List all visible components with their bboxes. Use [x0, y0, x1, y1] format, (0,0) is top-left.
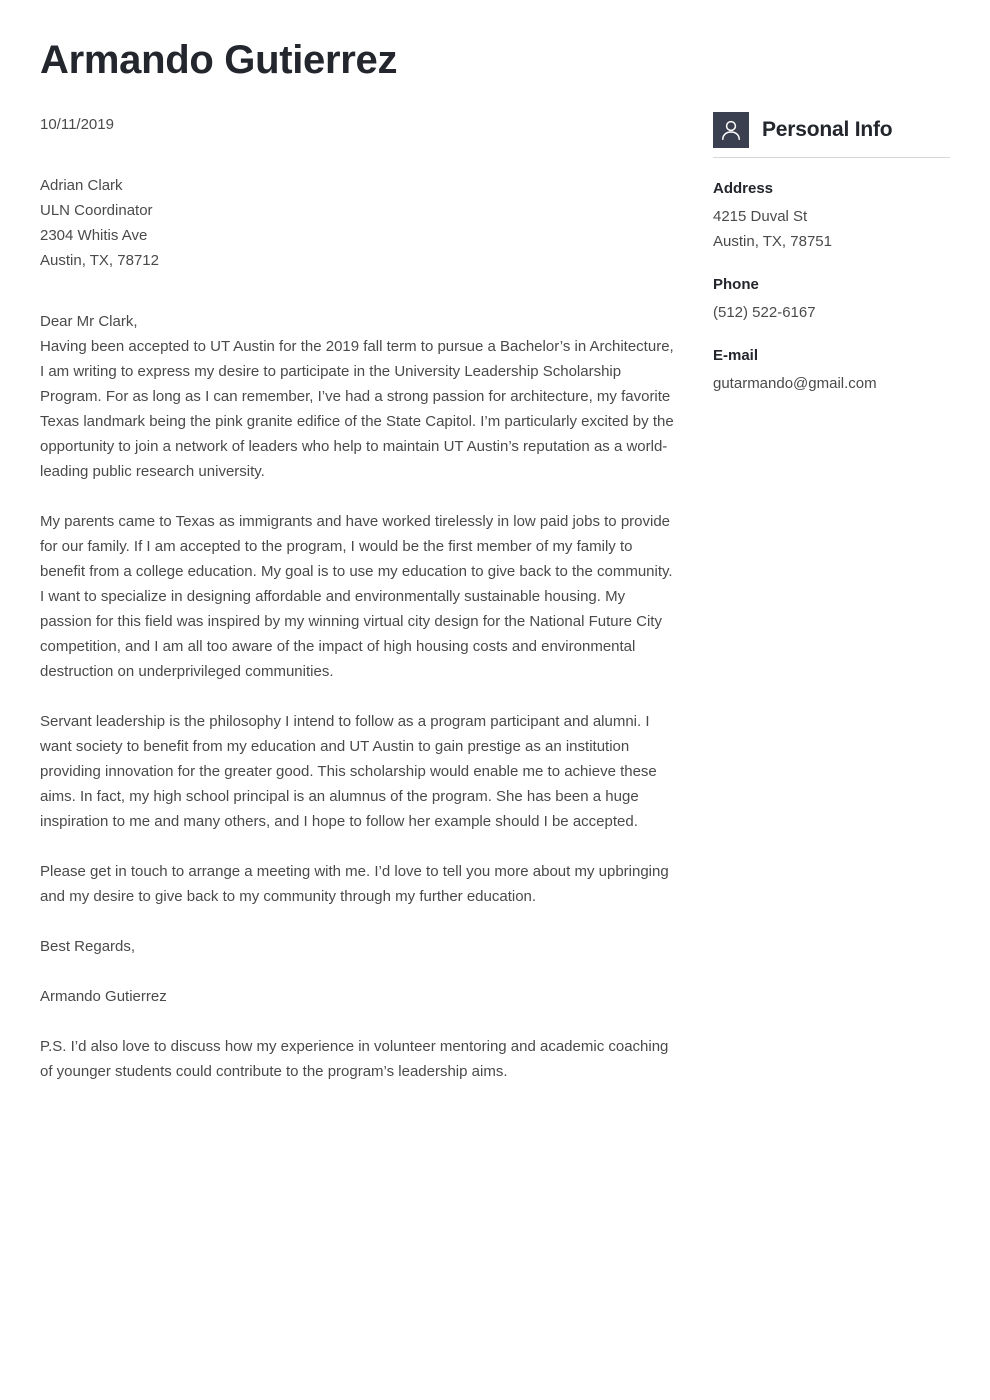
salutation: Dear Mr Clark,	[40, 313, 138, 330]
page-title: Armando Gutierrez	[40, 38, 398, 82]
sidebar-section-address	[713, 179, 950, 254]
address-city-state-zip: Austin, TX, 78751	[713, 233, 832, 250]
sidebar-section-email	[713, 346, 950, 396]
address-label: Address	[713, 180, 774, 197]
personal-info-title: Personal Info	[762, 118, 893, 141]
address-street: 4215 Duval St	[713, 208, 808, 225]
signature-name: Armando Gutierrez	[40, 988, 167, 1005]
phone-value: (512) 522-6167	[713, 304, 816, 321]
recipient-address-block	[40, 173, 674, 273]
person-icon	[713, 112, 749, 148]
personal-info-header	[713, 112, 950, 158]
letter-header	[40, 36, 680, 84]
personal-info-sidebar	[713, 112, 950, 396]
recipient-street: 2304 Whitis Ave	[40, 227, 148, 244]
letter-paragraph-4: Please get in touch to arrange a meeting with me. I’d love to tell you more about my upbringing and my desire to give back to my community through my further education.	[40, 863, 669, 905]
email-label: E-mail	[713, 347, 759, 364]
letter-body	[40, 112, 674, 1084]
letter-paragraph-1: Having been accepted to UT Austin for the 2019 fall term to pursue a Bachelor’s in Architecture, I am writing to express my desire to participate in the University Leadership Scholarship Program. For as long as I can remember, I’ve had a strong passion for architecture, my favorite Texas landmark being the pink granite edifice of the State Capitol. I’m particularly excited by the opportunity to join a network of leaders who help to maintain UT Austin’s reputation as a world-leading public research university.	[40, 338, 674, 480]
sidebar-section-phone	[713, 275, 950, 325]
postscript: P.S. I’d also love to discuss how my experience in volunteer mentoring and academic coaching of younger students could contribute to the program’s leadership aims.	[40, 1038, 669, 1080]
email-value: gutarmando@gmail.com	[713, 375, 877, 392]
recipient-title: ULN Coordinator	[40, 202, 153, 219]
recipient-name: Adrian Clark	[40, 177, 123, 194]
letter-paragraph-2: My parents came to Texas as immigrants and have worked tirelessly in low paid jobs to provide for our family. If I am accepted to the program, I would be the first member of my family to benefit from a college education. My goal is to use my education to give back to the community. I want to specialize in designing affordable and environmentally sustainable housing. My passion for this field was inspired by my winning virtual city design for the National Future City competition, and I am all too aware of the impact of high housing costs and environmental destruction on underprivileged communities.	[40, 513, 673, 680]
letter-paragraph-3: Servant leadership is the philosophy I intend to follow as a program participant and alumni. I want society to benefit from my education and UT Austin to gain prestige as an institution providing innovation for the greater good. This scholarship would enable me to achieve these aims. In fact, my high school principal is an alumnus of the program. She has been a huge inspiration to me and many others, and I hope to follow her example should I be accepted.	[40, 713, 657, 830]
phone-label: Phone	[713, 276, 759, 293]
letter-date: 10/11/2019	[40, 116, 114, 133]
sign-off: Best Regards,	[40, 938, 136, 955]
recipient-city-state-zip: Austin, TX, 78712	[40, 252, 159, 269]
